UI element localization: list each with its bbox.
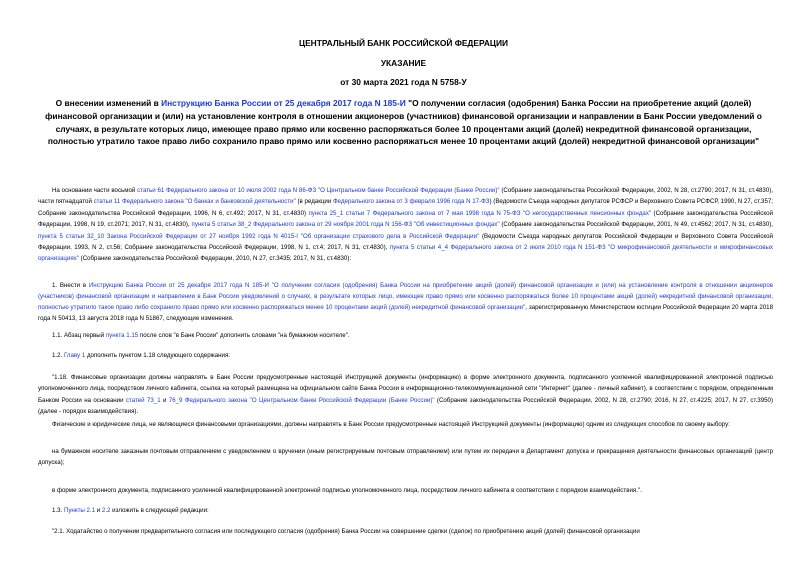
preamble-text: На основании части восьмой (52, 187, 138, 194)
preamble-text: (Собрание законодательства Российской Федерации, 2002, N 28, ст.2790; 2017, N 31, ст.4830), части пятнадцатой (38, 187, 773, 206)
item-text: и (95, 507, 102, 514)
item-2-1-paragraph: "2.1. Ходатайство о получении предварительного согласия или последующего согласия (одобрения) Банка России на совершение сделки (сделок) по приобретению акций (долей) финансовой организации (52, 528, 640, 535)
link-banks-law-art11[interactable]: статьи 11 Федерального закона "О банках и банковской деятельности" (93, 198, 296, 206)
issuer-heading: ЦЕНТРАЛЬНЫЙ БАНК РОССИЙСКОЙ ФЕДЕРАЦИИ (298, 38, 509, 48)
item-text: 1. Внести в (52, 282, 89, 289)
subject-instruction-link[interactable]: Инструкцию Банка России от 25 декабря 2017 года N 185-И (161, 98, 406, 108)
item-text: 1.3. (52, 507, 64, 514)
link-chapter-1[interactable]: Главу 1 (63, 352, 86, 359)
item-text: 1.1. Абзац первый (52, 332, 106, 339)
item-text: изложить в следующей редакции: (110, 507, 209, 514)
persons-paragraph: Физические и юридические лица, не являющиеся финансовыми организациями, должны направлять в Банк России предусмотренные настоящей Инструкцией документы (информацию) одним из следующих способов по своему выбору: (52, 421, 730, 428)
item-text: "1.18. Финансовые организации должны направлять в Банк России предусмотренные настоящей Инструкцией документы (информацию) в форме электронного документа, подписанного усиленной квалифицированной электронной подписью уполномоченного лица, посредством личного кабинета, ссылка на который размещена на официальном сайте Банка России в информационно-телекоммуникационной сети "Интернет" (далее - личный кабинет), в соответствии с порядком, определенным Банком России на основании (38, 374, 773, 404)
preamble-paragraph (38, 185, 773, 265)
preamble-text: (Собрание законодательства Российской Федерации, 2001, N 49, ст.4562; 2017, N 31, ст.4830), (499, 221, 774, 229)
link-law-151fz[interactable]: пункта 5 статьи 4_4 Федерального закона от 2 июля 2010 года N 151-ФЗ "О микрофинансовой деятельности и микрофинансовых организациях" (38, 244, 773, 263)
item-1-18-paragraph (38, 372, 773, 418)
item-1-2-paragraph (38, 350, 773, 361)
link-clause-2-1[interactable]: Пункты 2.1 (63, 507, 96, 514)
document-subject (40, 97, 767, 148)
subject-text: О внесении изменений в (55, 98, 162, 108)
link-law-86fz-art61[interactable]: статьи 61 Федерального закона от 10 июля 2002 года N 86-ФЗ "О Центральном банке Российской Федерации (Банке России)" (137, 187, 500, 194)
item-text: (Собрание законодательства Российской Федерации, 2002, N 28, ст.2790; 2016, N 27, ст.4225; 2017, N 27, ст.3950) (далее - порядок взаимодействия). (38, 396, 773, 416)
preamble-text: (Собрание законодательства Российской Федерации, 1998, N 19, ст.2071; 2017, N 31, ст.4830), (38, 209, 773, 229)
item-1-paragraph (38, 280, 773, 324)
subject-text: "О получении согласия (одобрения) Банка России на приобретение акций (долей) финансовой организации и (или) на установление контроля в отношении акционеров (участников) финансовой организации и направлении в Банк России уведомлений о случаях, в результате которых лицо, имеющее право прямо или косвенно распоряжаться более 10 процентами акций (долей) некредитной финансовой организации, полностью утратило такое право либо сохранило право прямо или косвенно распоряжаться менее 10 процентами акций (долей) некредитной финансовой организации" (45, 98, 762, 147)
preamble-text: (Ведомости Съезда народных депутатов Российской Федерации и Верховного Совета Российской Федерации, 1993, N 2, ст.56; Собрание законодательства Российской Федерации, 1998, N 1, ст.4; 2017, N 31, ст.4830), (38, 232, 773, 252)
item-text: и (160, 396, 169, 404)
link-article-73-1[interactable]: статей 73_1 (125, 396, 161, 404)
electronic-submission-paragraph: в форме электронного документа, подписанного усиленной квалифицированной электронной подписью уполномоченного лица, посредством личного кабинета в соответствии с порядком взаимодействия.". (52, 487, 642, 494)
item-1-3-paragraph (38, 505, 773, 516)
item-1-1-paragraph (38, 330, 773, 341)
link-law-17fz[interactable]: Федерального закона от 3 февраля 1996 года N 17-ФЗ (333, 198, 490, 206)
item-text: после слов "в Банк России" дополнить словами "на бумажном носителе". (138, 332, 350, 339)
preamble-text: ) (Ведомости Съезда народных депутатов РСФСР и Верховного Совета РСФСР, 1990, N 27, ст.357; Собрание законодательства Российской Федерации, 1996, N 6, ст.492; 2017, N 31, ст.4830) (38, 198, 774, 217)
preamble-text: (Собрание законодательства Российской Федерации, 2010, N 27, ст.3435; 2017, N 31, ст.4830): (78, 255, 352, 263)
item-text: , зарегистрированную Министерством юстиции Российской Федерации 20 марта 2018 года N 50413, 13 августа 2018 года N 51867, следующие изменения. (38, 304, 773, 323)
paper-submission-paragraph: на бумажном носителе заказным почтовым отправлением с уведомлением о вручении (иным регистрируемым почтовым отправлением) или путем их передачи в Департамент допуска и прекращения деятельности финансовых организаций (центр допуска); (38, 448, 773, 467)
link-article-76-9[interactable]: 76_9 Федерального закона "О Центральном банке Российской Федерации (Банке России)" (168, 396, 435, 404)
document-date-number: от 30 марта 2021 года N 5758-У (340, 77, 467, 87)
item-text: дополнить пунктом 1.18 следующего содержания: (85, 352, 230, 359)
link-law-75fz[interactable]: пункта 25_1 статьи 7 Федерального закона от 7 мая 1998 года N 75-ФЗ "О негосударственных пенсионных фондах" (308, 209, 652, 217)
document-type-heading: УКАЗАНИЕ (380, 58, 427, 68)
link-clause-2-2[interactable]: 2.2 (101, 507, 111, 514)
preamble-text: (в редакции (295, 198, 333, 206)
link-law-4015-1[interactable]: пункта 5 статьи 32_10 Закона Российской Федерации от 27 ноября 1992 года N 4015-I "Об организации страхового дела в Российской Федерации" (38, 232, 480, 240)
link-law-156fz[interactable]: пункта 5 статьи 38_2 Федерального закона от 29 ноября 2001 года N 156-ФЗ "Об инвестиционных фондах" (191, 221, 500, 229)
link-instruction-185i[interactable]: Инструкцию Банка России от 25 декабря 2017 года N 185-И "О получении согласия (одобрения) Банка России на приобретение акций (долей) финансовой организации и (или) на установление контроля в отношении акционеров (участников) финансовой организации и направлении в Банк России уведомлений о случаях, в результате которых лицо, имеющее право прямо или косвенно распоряжаться более 10 процентами акций (долей) некредитной финансовой организации, полностью утратило такое право либо сохранило право прямо или косвенно распоряжаться менее 10 процентами акций (долей) некредитной финансовой организации" (38, 282, 774, 312)
item-text: 1.2. (52, 352, 64, 359)
link-clause-1-15[interactable]: пункта 1.15 (105, 332, 139, 339)
